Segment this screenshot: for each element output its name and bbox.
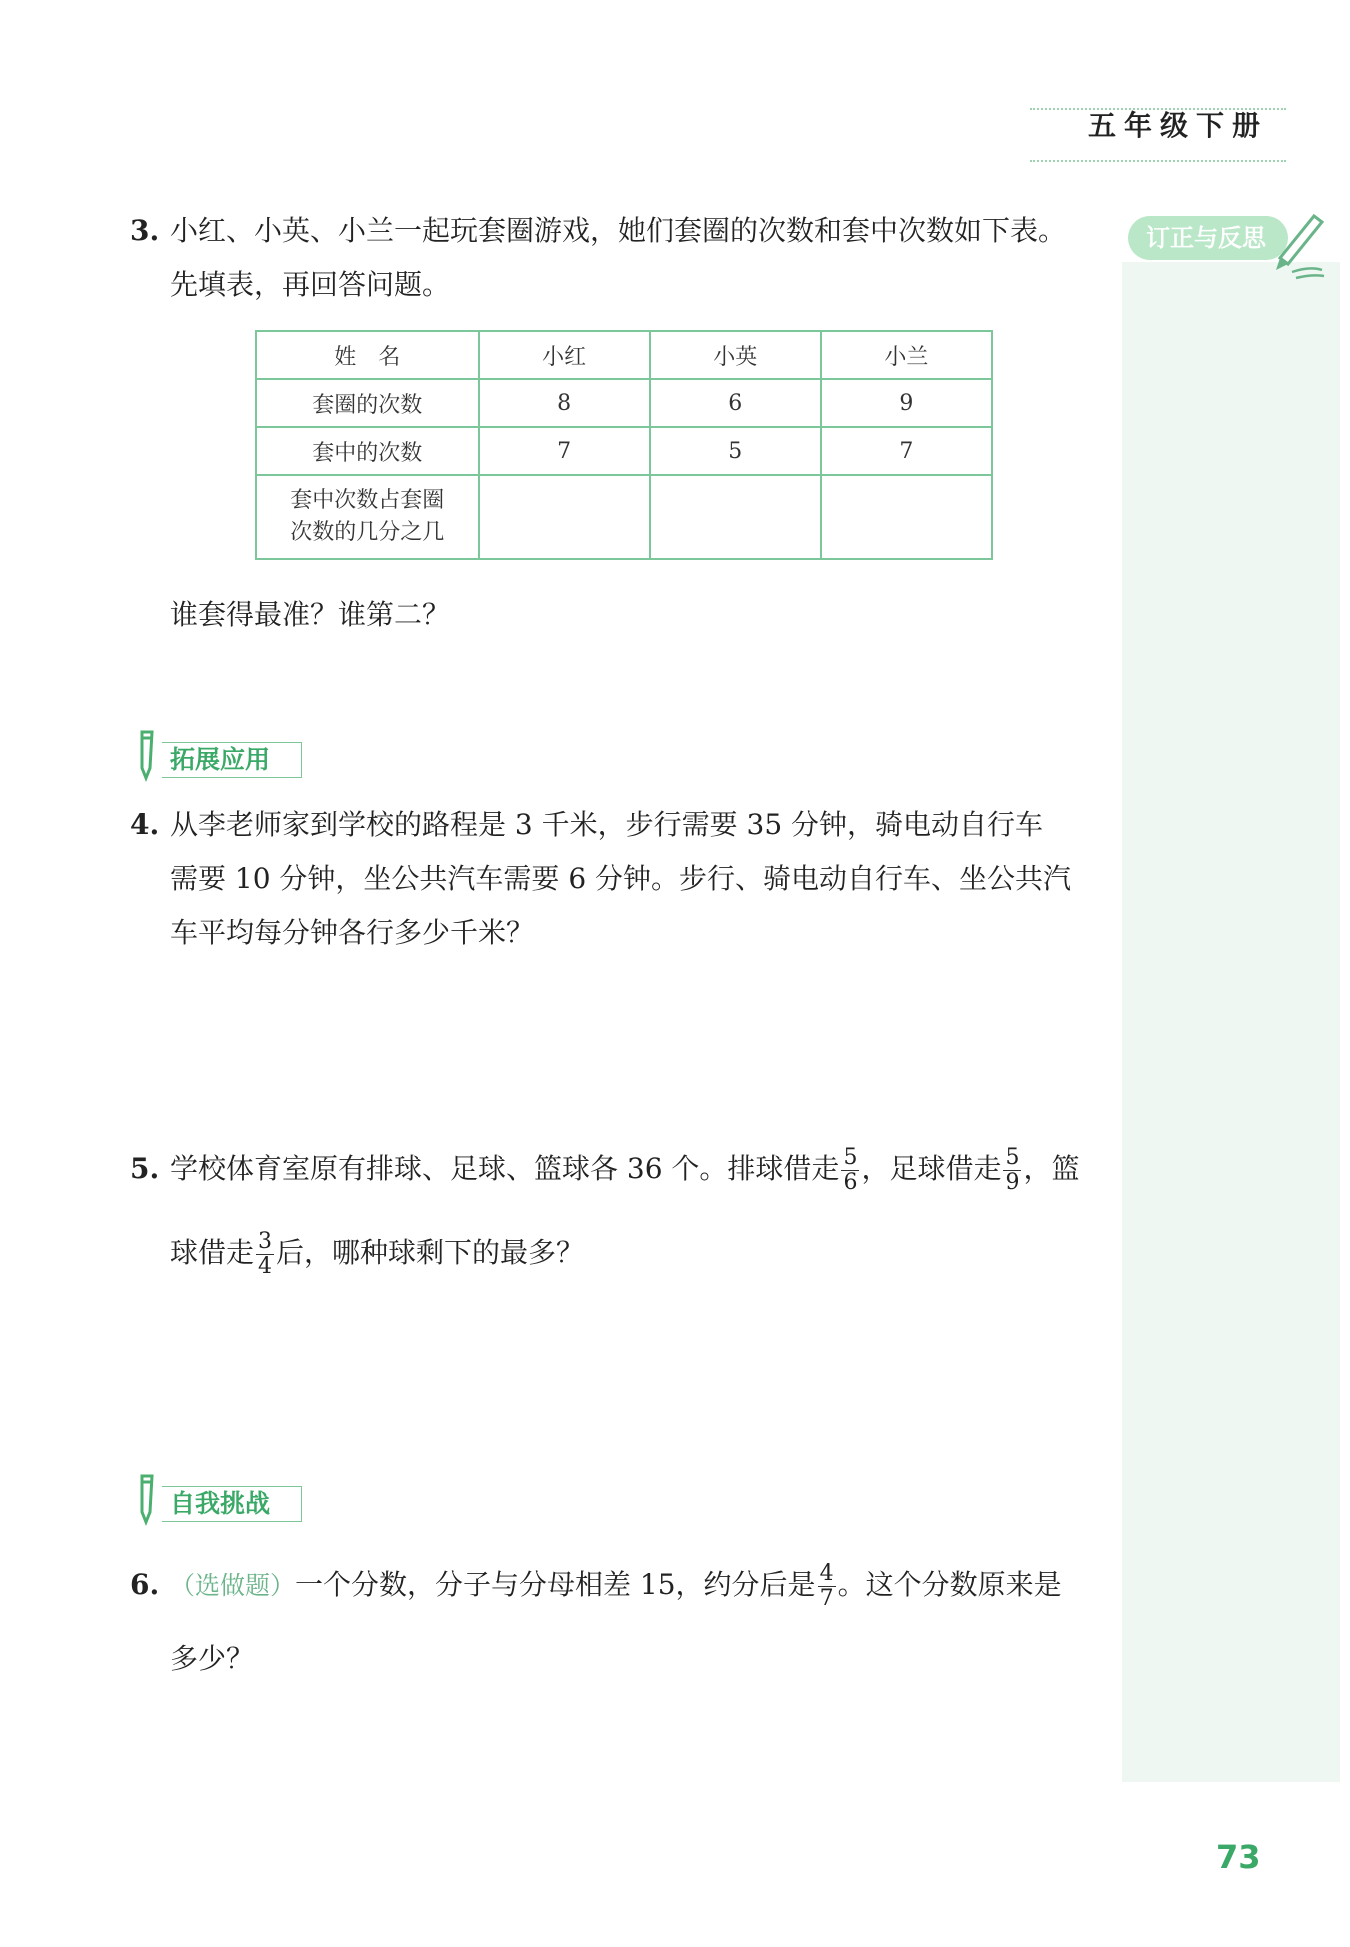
row-label-line: 次数的几分之几 [290, 520, 445, 545]
pencil-icon [1270, 208, 1330, 280]
section-title: 拓展应用 [162, 742, 302, 778]
table-row [256, 379, 992, 427]
table-cell: 9 [821, 379, 992, 427]
question-text-line: 多少？ [170, 1642, 255, 1675]
section-title: 自我挑战 [162, 1486, 302, 1522]
fraction-numerator: 5 [843, 1145, 858, 1170]
ring-toss-table [255, 330, 993, 560]
answer-cell[interactable] [821, 475, 992, 559]
text-segment: ，足球借走 [861, 1152, 1002, 1185]
optional-tag: （选做题） [170, 1571, 296, 1600]
section-header-expand [134, 738, 314, 780]
question-number: 4. [130, 808, 160, 841]
question-number: 3. [130, 214, 160, 247]
text-segment: 学校体育室原有排球、足球、篮球各 36 个。排球借走 [170, 1152, 840, 1185]
fraction [256, 1230, 274, 1279]
page-number: 73 [1216, 1838, 1261, 1876]
fraction-numerator: 5 [1005, 1145, 1020, 1170]
answer-cell[interactable] [479, 475, 650, 559]
fraction-denominator: 4 [258, 1254, 273, 1279]
row-label-line: 套中次数占套圈 [290, 488, 445, 513]
table-header-cell: 小红 [479, 331, 650, 379]
fraction-denominator: 6 [843, 1170, 858, 1195]
question-text-line: 需要 10 分钟，坐公共汽车需要 6 分钟。步行、骑电动自行车、坐公共汽 [170, 862, 1072, 895]
fraction-denominator: 9 [1005, 1170, 1020, 1195]
table-cell: 7 [479, 427, 650, 475]
table-header-row [256, 331, 992, 379]
question-text-line [170, 1216, 584, 1290]
question-text-line: 车平均每分钟各行多少千米？ [170, 916, 535, 949]
correction-sidebar [1122, 262, 1340, 1782]
row-label: 套中的次数 [256, 427, 479, 475]
question-3-followup [170, 588, 450, 642]
fraction-denominator: 7 [819, 1586, 834, 1611]
table-header-cell: 小兰 [821, 331, 992, 379]
text-segment: 后，哪种球剩下的最多？ [276, 1236, 585, 1269]
table-row [256, 427, 992, 475]
question-text-line: 先填表，再回答问题。 [170, 268, 451, 301]
pencil-icon [134, 1472, 160, 1528]
question-text-line: 从李老师家到学校的路程是 3 千米，步行需要 35 分钟，骑电动自行车 [170, 808, 1044, 841]
text-segment: 一个分数，分子与分母相差 15，约分后是 [295, 1568, 816, 1601]
table-cell: 7 [821, 427, 992, 475]
question-number: 6. [130, 1568, 160, 1601]
question-text-line [170, 1548, 1062, 1623]
fraction-numerator: 4 [819, 1561, 834, 1586]
grade-header [1030, 108, 1286, 162]
fraction-numerator: 3 [258, 1229, 273, 1254]
table-row [256, 475, 992, 559]
question-number: 5. [130, 1152, 160, 1185]
text-segment: 。这个分数原来是 [837, 1568, 1062, 1601]
fraction [1003, 1146, 1021, 1195]
question-text: 谁套得最准？谁第二？ [170, 598, 451, 631]
table-header-cell: 小英 [650, 331, 821, 379]
question-text-line [170, 1132, 1079, 1206]
section-header-challenge [134, 1482, 314, 1524]
grade-label: 五年级下册 [1087, 109, 1268, 142]
table-header-cell: 姓 名 [256, 331, 479, 379]
table-cell: 8 [479, 379, 650, 427]
question-text-line: 小红、小英、小兰一起玩套圈游戏，她们套圈的次数和套中次数如下表。 [170, 214, 1067, 247]
table-cell: 5 [650, 427, 821, 475]
fraction [841, 1146, 859, 1195]
text-segment: 球借走 [170, 1236, 255, 1269]
correction-badge: 订正与反思 [1128, 216, 1288, 260]
answer-cell[interactable] [650, 475, 821, 559]
row-label [256, 475, 479, 559]
table-cell: 6 [650, 379, 821, 427]
row-label: 套圈的次数 [256, 379, 479, 427]
text-segment: ，篮 [1023, 1152, 1080, 1185]
fraction [818, 1562, 836, 1611]
pencil-icon [134, 728, 160, 784]
